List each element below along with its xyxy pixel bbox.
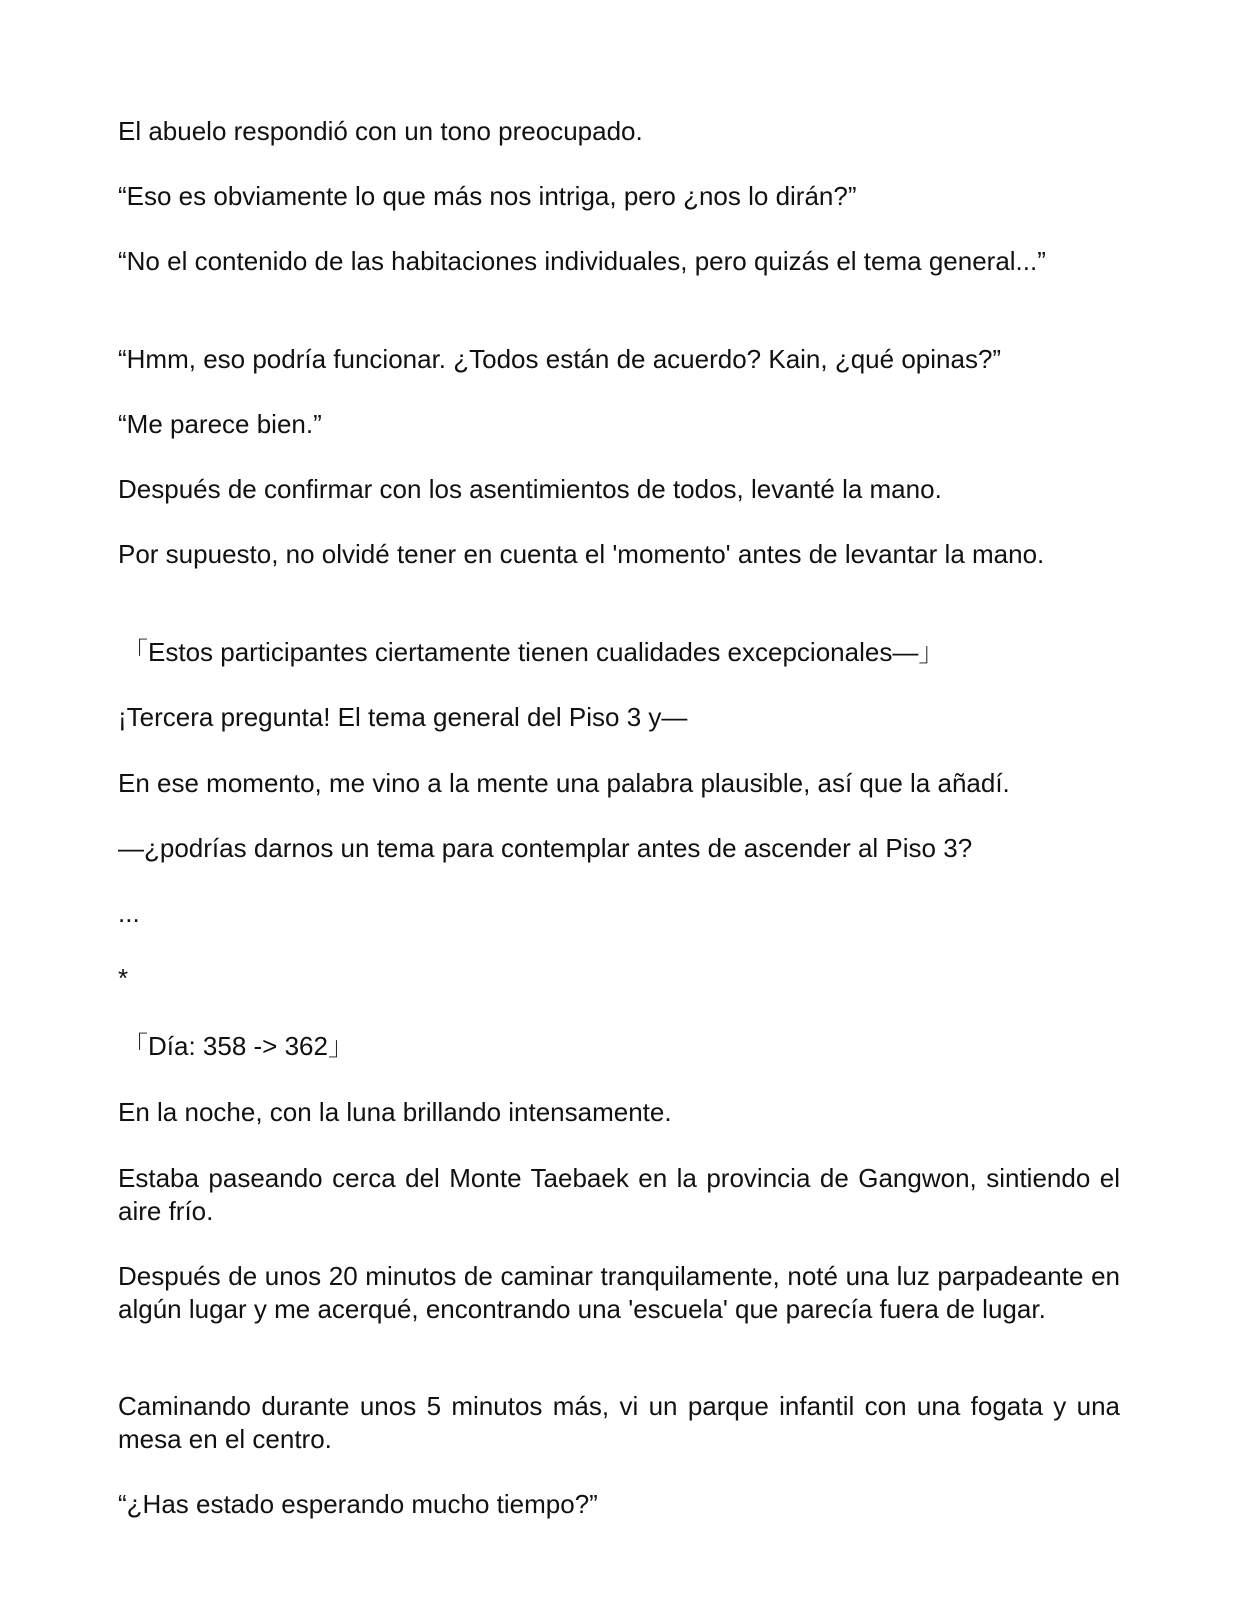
- paragraph: Después de unos 20 minutos de caminar tranquilamente, noté una luz parpadeante en algún lugar y me acerqué, encontrando una 'escuela' que parecía fuera de lugar.: [118, 1261, 1120, 1324]
- paragraph: —¿podrías darnos un tema para contemplar antes de ascender al Piso 3?: [118, 833, 973, 863]
- paragraph: En ese momento, me vino a la mente una palabra plausible, así que la añadí.: [118, 768, 1010, 798]
- system-message: 「Día: 358 -> 362」: [122, 1031, 354, 1061]
- paragraph: “Hmm, eso podría funcionar. ¿Todos están de acuerdo? Kain, ¿qué opinas?”: [118, 344, 1002, 374]
- paragraph: Caminando durante unos 5 minutos más, vi un parque infantil con una fogata y una mesa en el centro.: [118, 1391, 1120, 1454]
- paragraph: “Eso es obviamente lo que más nos intriga, pero ¿nos lo dirán?”: [118, 181, 857, 211]
- paragraph: ¡Tercera pregunta! El tema general del Piso 3 y—: [118, 702, 688, 732]
- paragraph: “¿Has estado esperando mucho tiempo?”: [118, 1489, 598, 1519]
- paragraph: “Me parece bien.”: [118, 409, 322, 439]
- system-message: 「Estos participantes ciertamente tienen cualidades excepcionales—」: [122, 637, 945, 667]
- paragraph: Estaba paseando cerca del Monte Taebaek en la provincia de Gangwon, sintiendo el aire frío.: [118, 1163, 1120, 1226]
- paragraph: Por supuesto, no olvidé tener en cuenta el 'momento' antes de levantar la mano.: [118, 539, 1045, 569]
- paragraph: En la noche, con la luna brillando intensamente.: [118, 1097, 672, 1127]
- paragraph: “No el contenido de las habitaciones individuales, pero quizás el tema general...”: [118, 246, 1046, 276]
- paragraph: El abuelo respondió con un tono preocupado.: [118, 116, 643, 146]
- document-page: [118, 0, 1120, 1620]
- ellipsis-line: ...: [118, 898, 140, 928]
- scene-break: *: [118, 963, 129, 993]
- paragraph: Después de confirmar con los asentimientos de todos, levanté la mano.: [118, 474, 942, 504]
